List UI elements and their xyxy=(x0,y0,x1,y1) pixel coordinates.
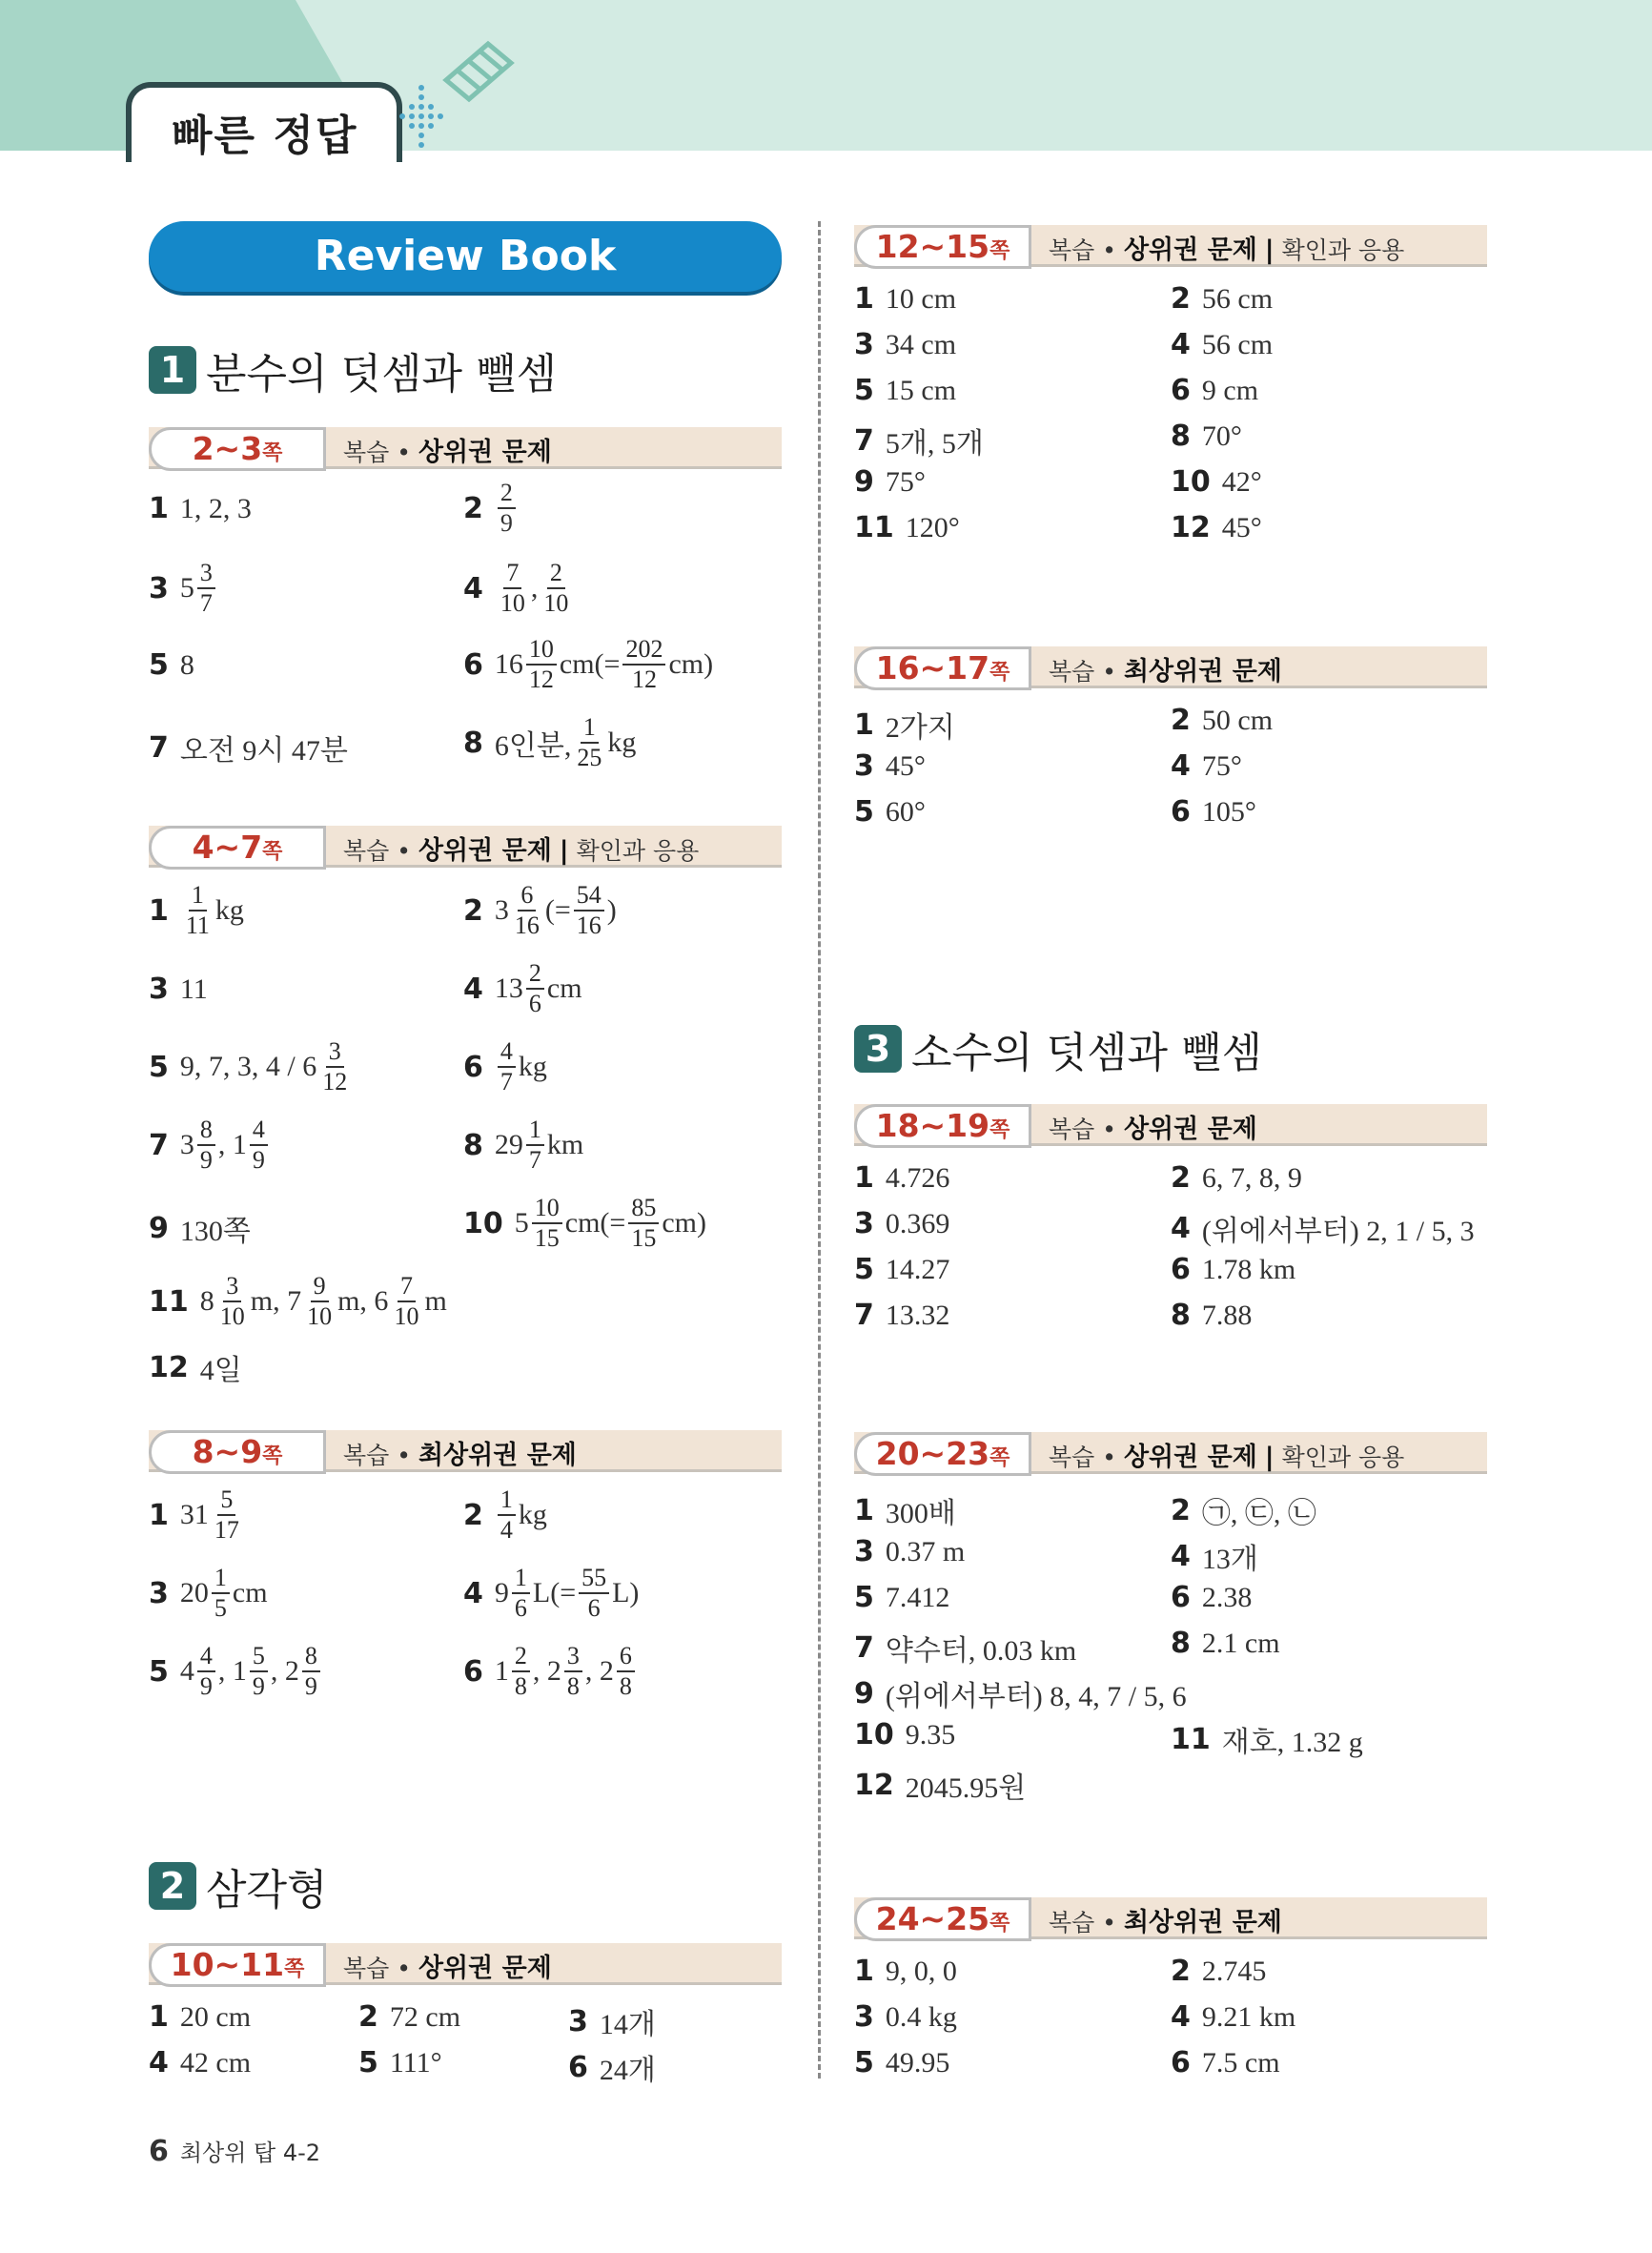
answer-item: 2 3 $\frac{6}{16}$ (= $\frac{54}{16}$ ) xyxy=(463,881,617,939)
section-label: 복습 • 최상위권 문제 xyxy=(343,1440,577,1470)
chapter-title: 소수의 덧셈과 뺄셈 xyxy=(911,1029,1263,1077)
answer-item: 1 9, 0, 0 xyxy=(854,1955,957,1988)
book-title: 최상위 탑 4-2 xyxy=(179,2140,321,2166)
section-header-20-23 xyxy=(854,1432,1487,1476)
answer-item: 3 11 xyxy=(149,973,208,1006)
section-header-8-9 xyxy=(149,1430,782,1474)
answer-item: 1 $\frac{1}{11}$ kg xyxy=(149,881,244,939)
answer-item: 6 1 $\frac{2}{8}$ , 2 $\frac{3}{8}$ , 2 $\frac{6}{8}$ xyxy=(463,1644,638,1699)
answer-item: 2 2.745 xyxy=(1171,1955,1267,1988)
section-label: 복습 • 상위권 문제 xyxy=(343,1953,552,1983)
section-header-16-17 xyxy=(854,646,1487,690)
section-header-12-15 xyxy=(854,225,1487,269)
section-label: 복습 • 최상위권 문제 xyxy=(1049,656,1282,686)
chapter-title: 분수의 덧셈과 뺄셈 xyxy=(206,350,558,399)
answer-item: 4 9.21 km xyxy=(1171,2000,1296,2034)
review-book-banner: Review Book xyxy=(149,221,782,292)
answer-item: 6 105° xyxy=(1171,795,1256,829)
answer-item: 2 72 cm xyxy=(358,2000,461,2034)
section-header-24-25 xyxy=(854,1897,1487,1941)
answer-item: 5 111° xyxy=(358,2046,442,2079)
section-header-10-11 xyxy=(149,1943,782,1987)
chapter-number: 3 xyxy=(854,1025,902,1073)
chapter-title: 삼각형 xyxy=(206,1866,328,1915)
answer-item: 3 0.4 kg xyxy=(854,2000,957,2034)
chapter-number: 2 xyxy=(149,1862,196,1910)
answer-item: 9 130쪽 xyxy=(149,1211,251,1247)
answer-item: 5 8 xyxy=(149,648,194,682)
answer-item: 1 2가지 xyxy=(854,707,955,744)
answer-item: 2 56 cm xyxy=(1171,282,1274,316)
answer-item: 11 재호, 1.32 g xyxy=(1171,1722,1363,1758)
page-range: 12~15쪽 xyxy=(854,225,1031,269)
page-range: 8~9쪽 xyxy=(149,1430,326,1474)
answer-item: 4 13개 xyxy=(1171,1539,1258,1575)
chapter-1-heading xyxy=(149,339,557,400)
page-footer xyxy=(149,2134,320,2168)
answer-item: 1 1, 2, 3 xyxy=(149,492,252,525)
answer-item: 4 42 cm xyxy=(149,2046,252,2079)
answer-item: 5 60° xyxy=(854,795,926,829)
page-range: 20~23쪽 xyxy=(854,1432,1031,1476)
answer-item: 10 42° xyxy=(1171,465,1262,499)
page-range: 10~11쪽 xyxy=(149,1943,326,1987)
answer-item: 3 45° xyxy=(854,749,926,783)
answer-item: 7 3 $\frac{8}{9}$ , 1 $\frac{4}{9}$ xyxy=(149,1117,271,1173)
section-label: 복습 • 상위권 문제 xyxy=(1049,1114,1257,1144)
answer-item: 6 16 $\frac{10}{12}$ cm(= $\frac{202}{12}$ cm) xyxy=(463,635,714,693)
answer-item: 4 56 cm xyxy=(1171,328,1274,361)
answer-item: 1 4.726 xyxy=(854,1161,950,1195)
page-range: 24~25쪽 xyxy=(854,1897,1031,1941)
answer-item: 9 (위에서부터) 8, 4, 7 / 5, 6 xyxy=(854,1676,1187,1712)
column-divider xyxy=(818,221,821,2079)
answer-item: 10 5 $\frac{10}{15}$ cm(= $\frac{85}{15}$ cm) xyxy=(463,1194,706,1252)
answer-item: 4 $\frac{7}{10}$ , $\frac{2}{10}$ xyxy=(463,559,569,617)
answer-item: 2 $\frac{1}{4}$ kg xyxy=(463,1485,547,1544)
section-label: 복습 • 상위권 문제 | 확인과 응용 xyxy=(1049,1442,1405,1472)
section-label: 복습 • 상위권 문제 | 확인과 응용 xyxy=(1049,235,1405,265)
page-range: 2~3쪽 xyxy=(149,427,326,471)
answer-item: 3 14개 xyxy=(568,2004,656,2040)
answer-item: 2 $\frac{2}{9}$ xyxy=(463,481,519,536)
answer-item: 3 20 $\frac{1}{5}$ cm xyxy=(149,1564,268,1622)
answer-item: 10 9.35 xyxy=(854,1718,956,1751)
answer-item: 6 24개 xyxy=(568,2050,656,2086)
answer-item: 1 10 cm xyxy=(854,282,957,316)
answer-item: 4 13 $\frac{2}{6}$ cm xyxy=(463,959,582,1017)
answer-item: 6 9 cm xyxy=(1171,374,1259,407)
answer-item: 5 14.27 xyxy=(854,1253,950,1286)
answer-item: 8 6인분, $\frac{1}{25}$ kg xyxy=(463,713,637,771)
answer-item: 12 4일 xyxy=(149,1350,242,1386)
answer-item: 3 34 cm xyxy=(854,328,957,361)
answer-item: 8 7.88 xyxy=(1171,1299,1253,1332)
section-label: 복습 • 최상위권 문제 xyxy=(1049,1907,1282,1937)
answer-item: 3 0.37 m xyxy=(854,1535,966,1568)
section-header-2-3 xyxy=(149,427,782,471)
answer-item: 11 8 $\frac{3}{10}$ m, 7 $\frac{9}{10}$ m, 6 $\frac{7}{10}$ m xyxy=(149,1272,447,1330)
answer-item: 1 31 $\frac{5}{17}$ xyxy=(149,1485,239,1544)
page-range: 16~17쪽 xyxy=(854,646,1031,690)
page-range: 4~7쪽 xyxy=(149,826,326,870)
answer-item: 8 29 $\frac{1}{7}$ km xyxy=(463,1116,584,1174)
answer-item: 7 오전 9시 47분 xyxy=(149,730,348,767)
chapter-3-heading xyxy=(854,1018,1262,1079)
page-title: 빠른 정답 xyxy=(172,112,358,160)
answer-item: 7 13.32 xyxy=(854,1299,950,1332)
answer-item: 2 50 cm xyxy=(1171,704,1274,737)
page-number: 6 xyxy=(149,2135,169,2168)
section-label: 복습 • 상위권 문제 | 확인과 응용 xyxy=(343,835,700,866)
answer-item: 2 6, 7, 8, 9 xyxy=(1171,1161,1302,1195)
answer-item: 6 $\frac{4}{7}$ kg xyxy=(463,1037,547,1096)
chapter-number: 1 xyxy=(149,346,196,394)
answer-item: 2 ㉠, ㉢, ㉡ xyxy=(1171,1493,1316,1529)
answer-item: 4 9 $\frac{1}{6}$ L(= $\frac{55}{6}$ L) xyxy=(463,1564,640,1622)
answer-item: 5 7.412 xyxy=(854,1581,950,1614)
answer-item: 12 45° xyxy=(1171,511,1262,544)
answer-item: 6 1.78 km xyxy=(1171,1253,1296,1286)
answer-item: 12 2045.95원 xyxy=(854,1768,1027,1804)
answer-item: 5 49.95 xyxy=(854,2046,950,2079)
answer-item: 3 5 $\frac{3}{7}$ xyxy=(149,561,218,616)
section-header-18-19 xyxy=(854,1104,1487,1148)
answer-item: 5 9, 7, 3, 4 / 6 $\frac{3}{12}$ xyxy=(149,1037,348,1096)
plus-dots-icon xyxy=(398,82,444,158)
answer-item: 5 4 $\frac{4}{9}$ , 1 $\frac{5}{9}$ , 2 $\frac{8}{9}$ xyxy=(149,1644,323,1699)
section-header-4-7 xyxy=(149,826,782,870)
chapter-2-heading xyxy=(149,1855,328,1916)
answer-item: 9 75° xyxy=(854,465,926,499)
section-label: 복습 • 상위권 문제 xyxy=(343,437,552,467)
answer-item: 4 75° xyxy=(1171,749,1242,783)
answer-item: 3 0.369 xyxy=(854,1207,950,1240)
answer-item: 4 (위에서부터) 2, 1 / 5, 3 xyxy=(1171,1211,1475,1247)
answer-item: 1 300배 xyxy=(854,1493,956,1529)
answer-item: 11 120° xyxy=(854,511,960,544)
answer-item: 7 5개, 5개 xyxy=(854,423,984,460)
answer-item: 6 7.5 cm xyxy=(1171,2046,1280,2079)
answer-item: 8 70° xyxy=(1171,420,1242,453)
answer-item: 5 15 cm xyxy=(854,374,957,407)
answer-item: 8 2.1 cm xyxy=(1171,1627,1280,1660)
answer-item: 7 약수터, 0.03 km xyxy=(854,1630,1077,1667)
answer-item: 6 2.38 xyxy=(1171,1581,1253,1614)
page-range: 18~19쪽 xyxy=(854,1104,1031,1148)
answer-item: 1 20 cm xyxy=(149,2000,252,2034)
stairs-icon xyxy=(440,32,517,105)
